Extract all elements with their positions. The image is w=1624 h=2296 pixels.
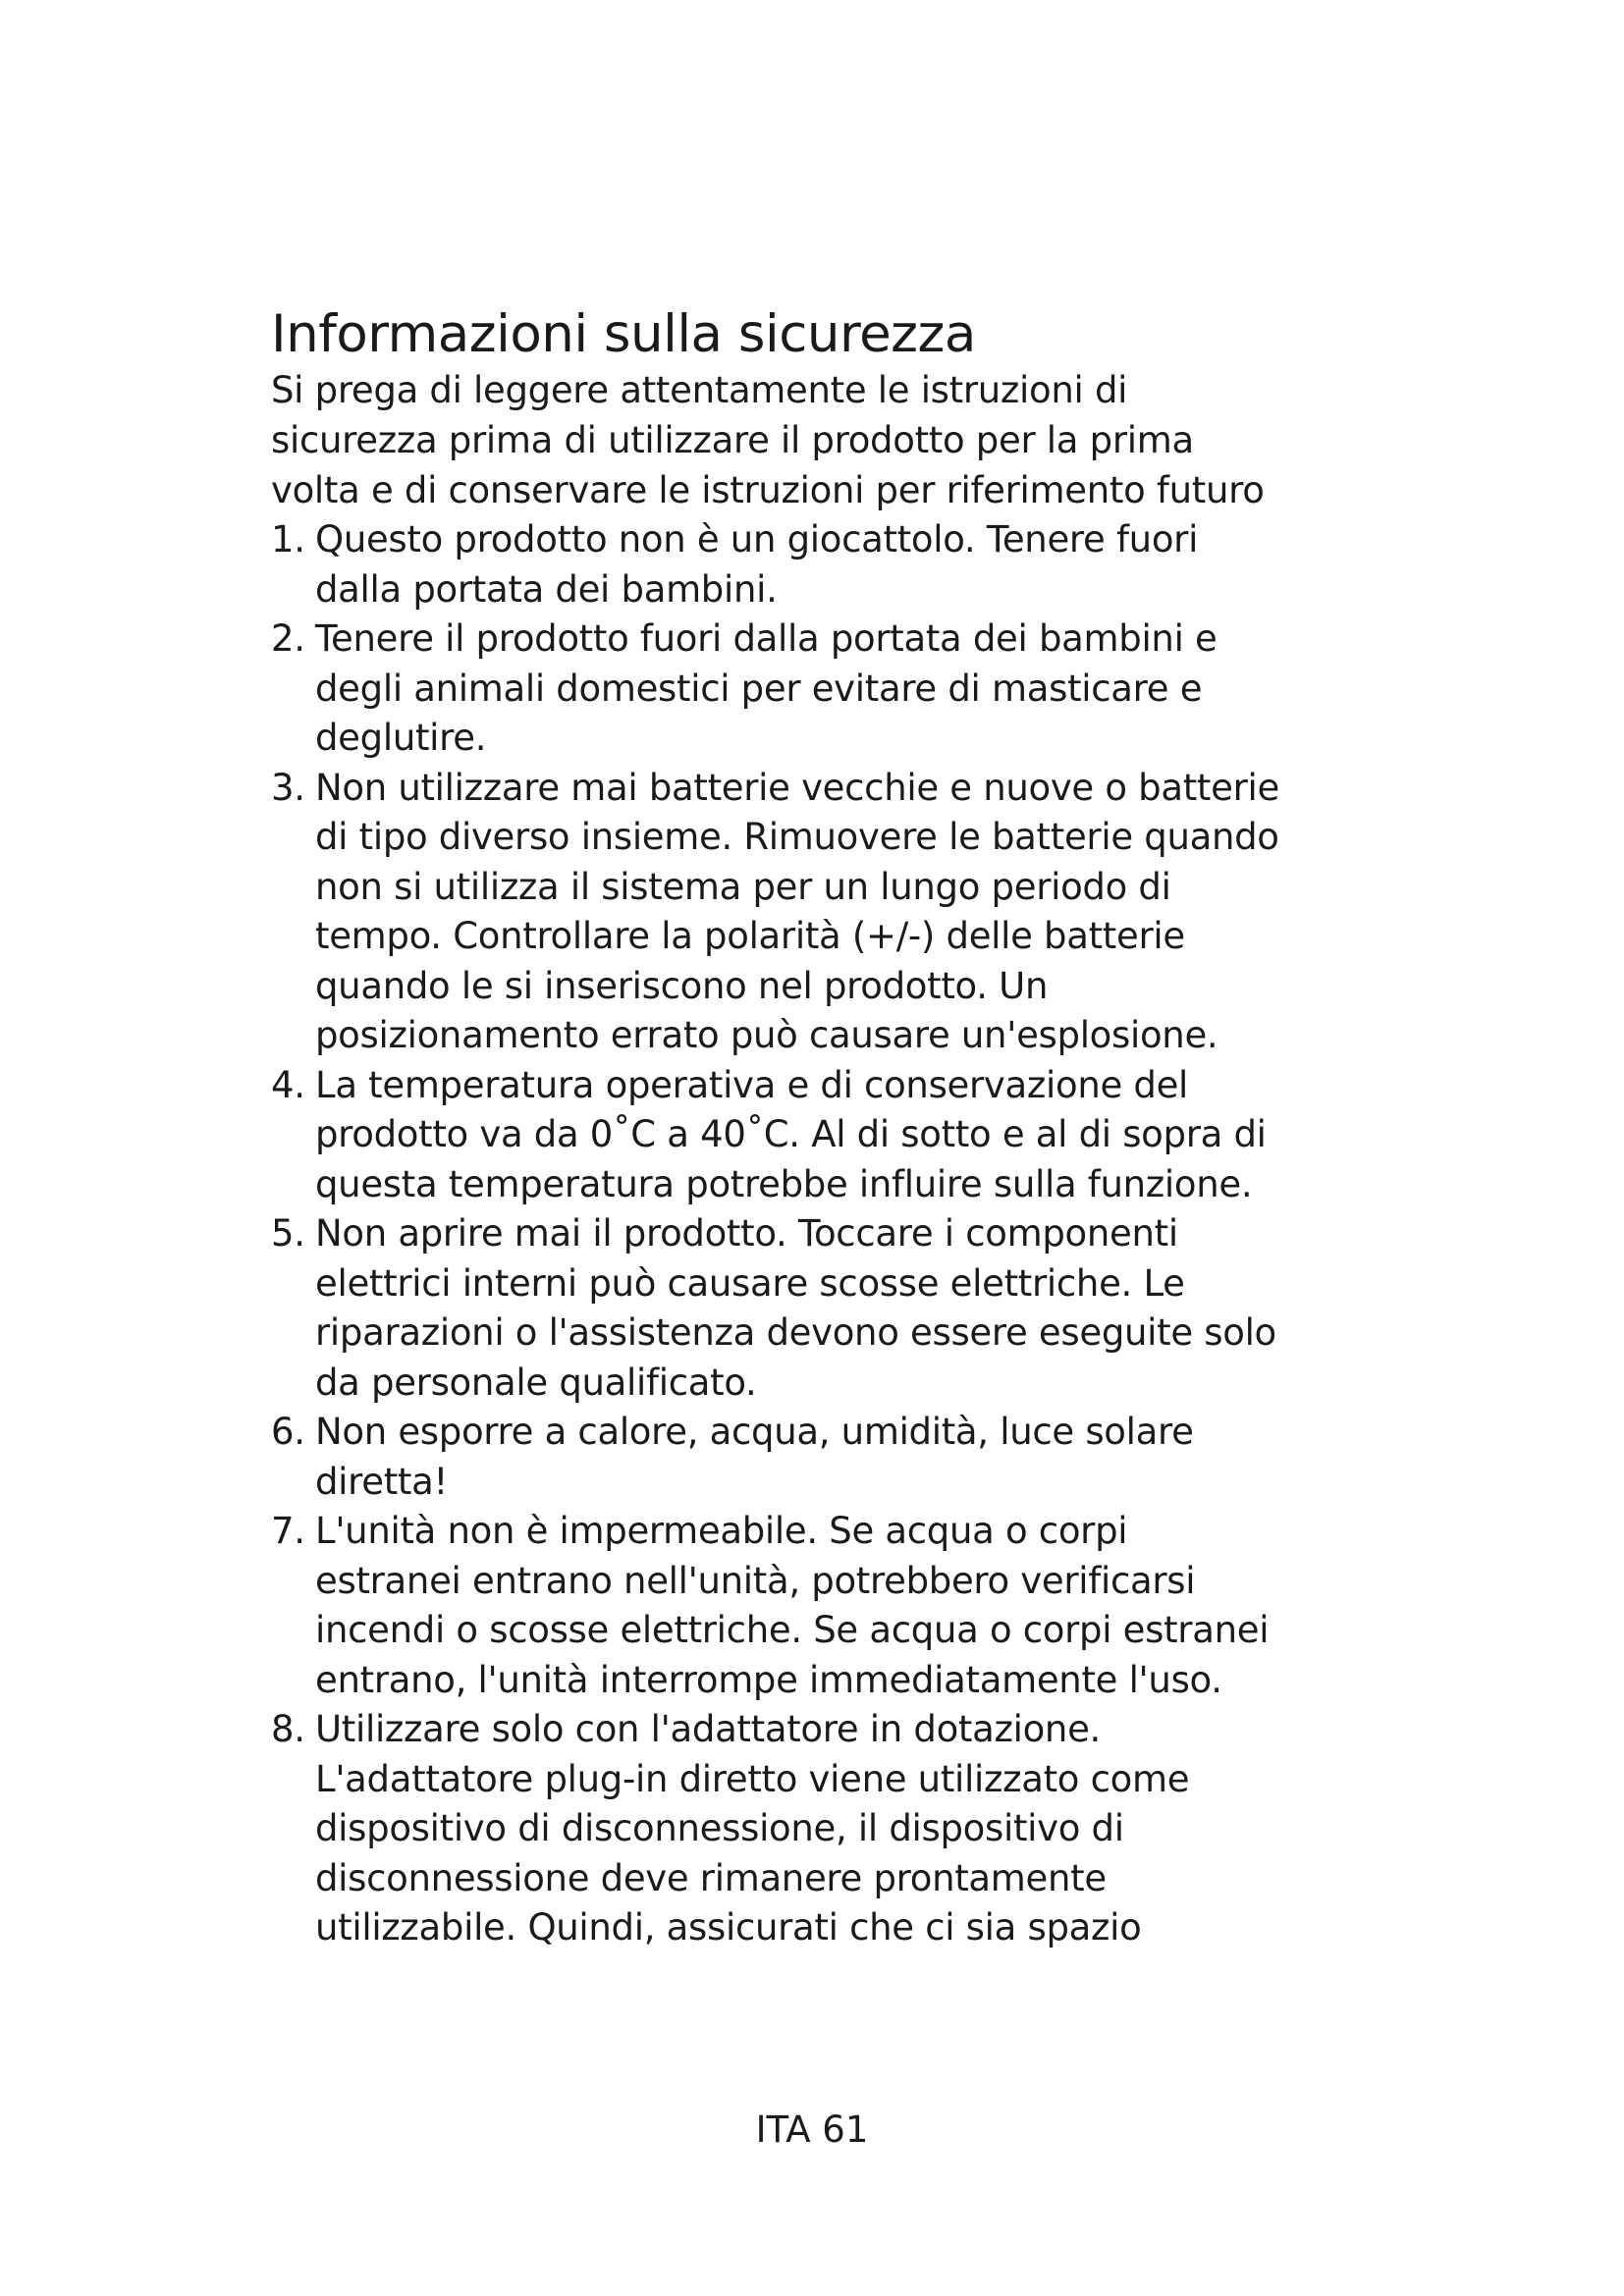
safety-rule-item	[271, 1408, 1400, 1507]
rule-number: 4.	[271, 1063, 305, 1106]
page-title: Informazioni sulla sicurezza	[271, 304, 976, 364]
rule-text-line: dalla portata dei bambini.	[315, 567, 778, 611]
safety-rule-item	[271, 1705, 1400, 1953]
intro-paragraph	[271, 365, 1400, 515]
safety-rule-item	[271, 1061, 1400, 1210]
rule-text-line: da personale qualificato.	[315, 1361, 757, 1404]
rule-text-line: non si utilizza il sistema per un lungo periodo di	[315, 865, 1171, 908]
rule-text-line: Tenere il prodotto fuori dalla portata dei bambini e	[315, 617, 1218, 660]
rule-number: 2.	[271, 617, 305, 660]
rule-text-line: dispositivo di disconnessione, il dispositivo di	[315, 1807, 1124, 1849]
rule-text-line: L'unità non è impermeabile. Se acqua o corpi	[315, 1510, 1128, 1552]
safety-rules-list	[271, 515, 1400, 1953]
safety-rule-item	[271, 1507, 1400, 1705]
rule-text-line: utilizzabile. Quindi, assicurati che ci sia spazio	[315, 1906, 1142, 1949]
rule-text-line: entrano, l'unità interrompe immediatamente l'uso.	[315, 1658, 1222, 1701]
rule-text-line: prodotto va da 0˚C a 40˚C. Al di sotto e al di sopra di	[315, 1113, 1267, 1155]
rule-text-line: Non esporre a calore, acqua, umidità, luce solare	[315, 1411, 1194, 1453]
rule-text-line: disconnessione deve rimanere prontamente	[315, 1856, 1107, 1899]
rule-text-line: estranei entrano nell'unità, potrebbero verificarsi	[315, 1559, 1196, 1602]
safety-rule-item	[271, 1209, 1400, 1408]
rule-text-line: incendi o scosse elettriche. Se acqua o corpi estranei	[315, 1609, 1270, 1651]
rule-text-line: elettrici interni può causare scosse elettriche. Le	[315, 1261, 1185, 1305]
safety-rule-item	[271, 515, 1400, 614]
document-body	[271, 304, 1400, 1953]
rule-text-line: L'adattatore plug-in diretto viene utilizzato come	[315, 1757, 1190, 1800]
rule-text-line: questa temperatura potrebbe influire sulla funzione.	[315, 1162, 1253, 1205]
rule-text-line: quando le si inseriscono nel prodotto. Un	[315, 964, 1049, 1007]
rule-text-line: tempo. Controllare la polarità (+/-) delle batterie	[315, 915, 1185, 957]
rule-number: 1.	[271, 518, 305, 561]
rule-text-line: diretta!	[315, 1460, 449, 1503]
page-number: ITA 61	[755, 2109, 869, 2151]
safety-rule-item	[271, 614, 1400, 764]
rule-text-line: Utilizzare solo con l'adattatore in dotazione.	[315, 1708, 1102, 1750]
rule-text-line: posizionamento errato può causare un'esplosione.	[315, 1014, 1218, 1056]
rule-number: 3.	[271, 766, 305, 809]
rule-text-line: La temperatura operativa e di conservazione del	[315, 1063, 1189, 1106]
rule-text-line: deglutire.	[315, 717, 487, 759]
rule-text-line: degli animali domestici per evitare di masticare e	[315, 667, 1203, 710]
rule-text-line: di tipo diverso insieme. Rimuovere le batterie quando	[315, 816, 1279, 858]
rule-text-line: Non utilizzare mai batterie vecchie e nuove o batterie	[315, 766, 1279, 809]
intro-line: Si prega di leggere attentamente le istruzioni di	[271, 369, 1128, 411]
rule-number: 6.	[271, 1411, 305, 1453]
rule-number: 7.	[271, 1510, 305, 1552]
rule-text-line: riparazioni o l'assistenza devono essere eseguite solo	[315, 1311, 1276, 1354]
safety-rule-item	[271, 764, 1400, 1061]
rule-number: 5.	[271, 1212, 305, 1255]
intro-line: volta e di conservare le istruzioni per riferimento futuro	[271, 469, 1265, 511]
rule-number: 8.	[271, 1708, 305, 1750]
intro-line: sicurezza prima di utilizzare il prodotto per la prima	[271, 419, 1194, 461]
rule-text-line: Questo prodotto non è un giocattolo. Tenere fuori	[315, 518, 1199, 561]
rule-text-line: Non aprire mai il prodotto. Toccare i componenti	[315, 1212, 1178, 1255]
